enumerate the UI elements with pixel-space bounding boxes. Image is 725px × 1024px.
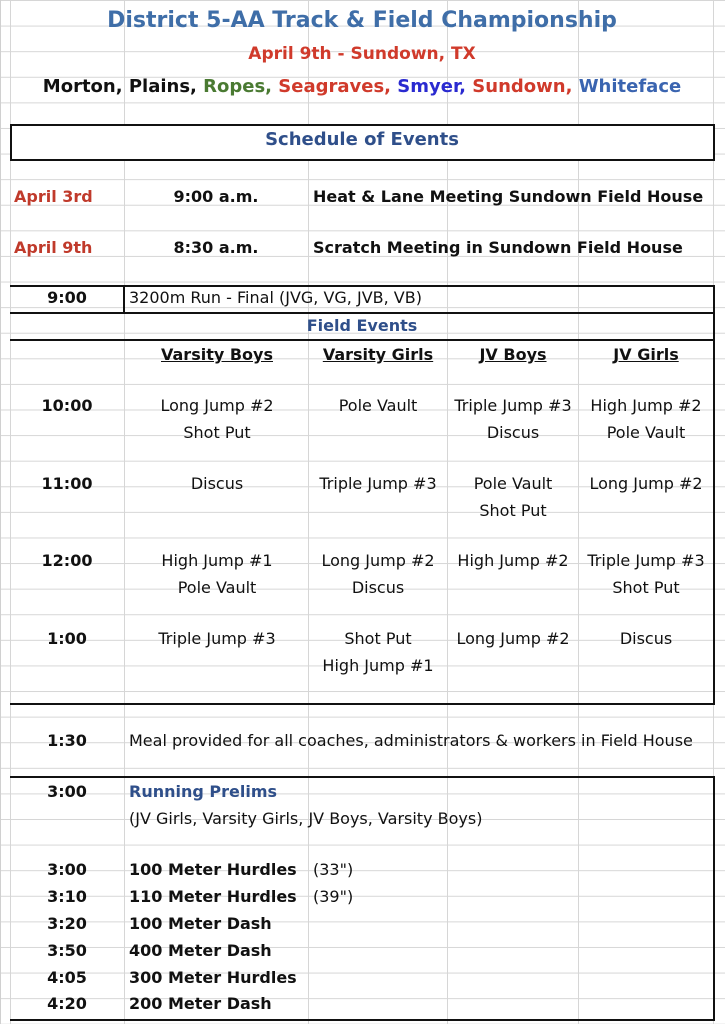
table-border (10, 703, 715, 705)
document-subtitle: April 9th - Sundown, TX (248, 44, 476, 64)
table-border (123, 285, 125, 313)
column-header: JV Girls (613, 345, 679, 364)
table-border (10, 312, 715, 314)
event-cell: Discus (351, 578, 405, 597)
running-event-name: 100 Meter Dash (129, 914, 272, 933)
team-name: Whiteface (572, 76, 682, 97)
event-cell: Long Jump #2 (321, 551, 435, 570)
column-header: Varsity Girls (322, 345, 434, 364)
event-cell: Shot Put (183, 423, 251, 442)
meeting-date: April 3rd (14, 187, 93, 206)
schedule-heading: Schedule of Events (265, 129, 459, 150)
event-cell: Discus (619, 629, 673, 648)
event-cell: Shot Put (344, 629, 412, 648)
running-event-note: (39") (313, 887, 354, 906)
field-row-time: 1:00 (47, 629, 87, 648)
event-cell: Discus (190, 474, 244, 493)
running-event-time: 4:05 (47, 968, 87, 987)
event-cell: Shot Put (612, 578, 680, 597)
running-event-time: 3:50 (47, 941, 87, 960)
team-name: Plains, (122, 76, 197, 97)
event-time: 9:00 (47, 288, 87, 307)
team-name: Seagraves, (272, 76, 392, 97)
meal-time: 1:30 (47, 731, 87, 750)
running-event-name: 200 Meter Dash (129, 994, 272, 1013)
table-border (10, 339, 715, 341)
field-row-time: 12:00 (41, 551, 93, 570)
event-cell: Pole Vault (338, 396, 418, 415)
field-events-heading: Field Events (306, 316, 418, 335)
meeting-desc: Heat & Lane Meeting Sundown Field House (313, 187, 704, 206)
event-cell: Discus (486, 423, 540, 442)
prelims-time: 3:00 (47, 782, 87, 801)
event-cell: High Jump #2 (457, 551, 569, 570)
running-event-time: 3:00 (47, 860, 87, 879)
field-row-time: 11:00 (41, 474, 93, 493)
table-border (713, 776, 715, 1021)
running-event-time: 3:20 (47, 914, 87, 933)
table-border (10, 1019, 715, 1021)
event-cell: Pole Vault (473, 474, 553, 493)
prelims-heading: Running Prelims (129, 782, 278, 801)
running-event-name: 100 Meter Hurdles (129, 860, 297, 879)
event-cell: High Jump #1 (161, 551, 273, 570)
event-cell: Triple Jump #3 (587, 551, 705, 570)
column-header: Varsity Boys (161, 345, 273, 364)
table-border (10, 285, 715, 287)
team-name: Ropes, (196, 76, 273, 97)
team-name: Smyer, (391, 76, 467, 97)
event-cell: Long Jump #2 (456, 629, 570, 648)
running-event-time: 3:10 (47, 887, 87, 906)
table-border (713, 285, 715, 705)
prelims-order: (JV Girls, Varsity Girls, JV Boys, Varsity Boys) (129, 809, 483, 828)
event-cell: Triple Jump #3 (454, 396, 572, 415)
event-cell: Pole Vault (606, 423, 686, 442)
event-cell: High Jump #1 (322, 656, 434, 675)
table-border (10, 776, 715, 778)
event-cell: Pole Vault (177, 578, 257, 597)
meeting-date: April 9th (14, 238, 93, 257)
team-list (43, 78, 681, 96)
document-title: District 5-AA Track & Field Championship (107, 8, 617, 33)
event-cell: Triple Jump #3 (319, 474, 437, 493)
meal-desc: Meal provided for all coaches, administrators & workers in Field House (129, 731, 693, 750)
running-event-name: 300 Meter Hurdles (129, 968, 297, 987)
event-cell: Triple Jump #3 (158, 629, 276, 648)
event-cell: Shot Put (479, 501, 547, 520)
team-name: Sundown, (466, 76, 573, 97)
column-header: JV Boys (479, 345, 547, 364)
running-event-name: 400 Meter Dash (129, 941, 272, 960)
running-event-time: 4:20 (47, 994, 87, 1013)
running-event-name: 110 Meter Hurdles (129, 887, 297, 906)
meeting-time: 8:30 a.m. (173, 238, 259, 257)
event-cell: Long Jump #2 (589, 474, 703, 493)
meeting-desc: Scratch Meeting in Sundown Field House (313, 238, 683, 257)
team-name: Morton, (42, 76, 123, 97)
event-cell: Long Jump #2 (160, 396, 274, 415)
event-desc: 3200m Run - Final (JVG, VG, JVB, VB) (129, 288, 422, 307)
running-event-note: (33") (313, 860, 354, 879)
field-row-time: 10:00 (41, 396, 93, 415)
event-cell: High Jump #2 (590, 396, 702, 415)
meeting-time: 9:00 a.m. (173, 187, 259, 206)
